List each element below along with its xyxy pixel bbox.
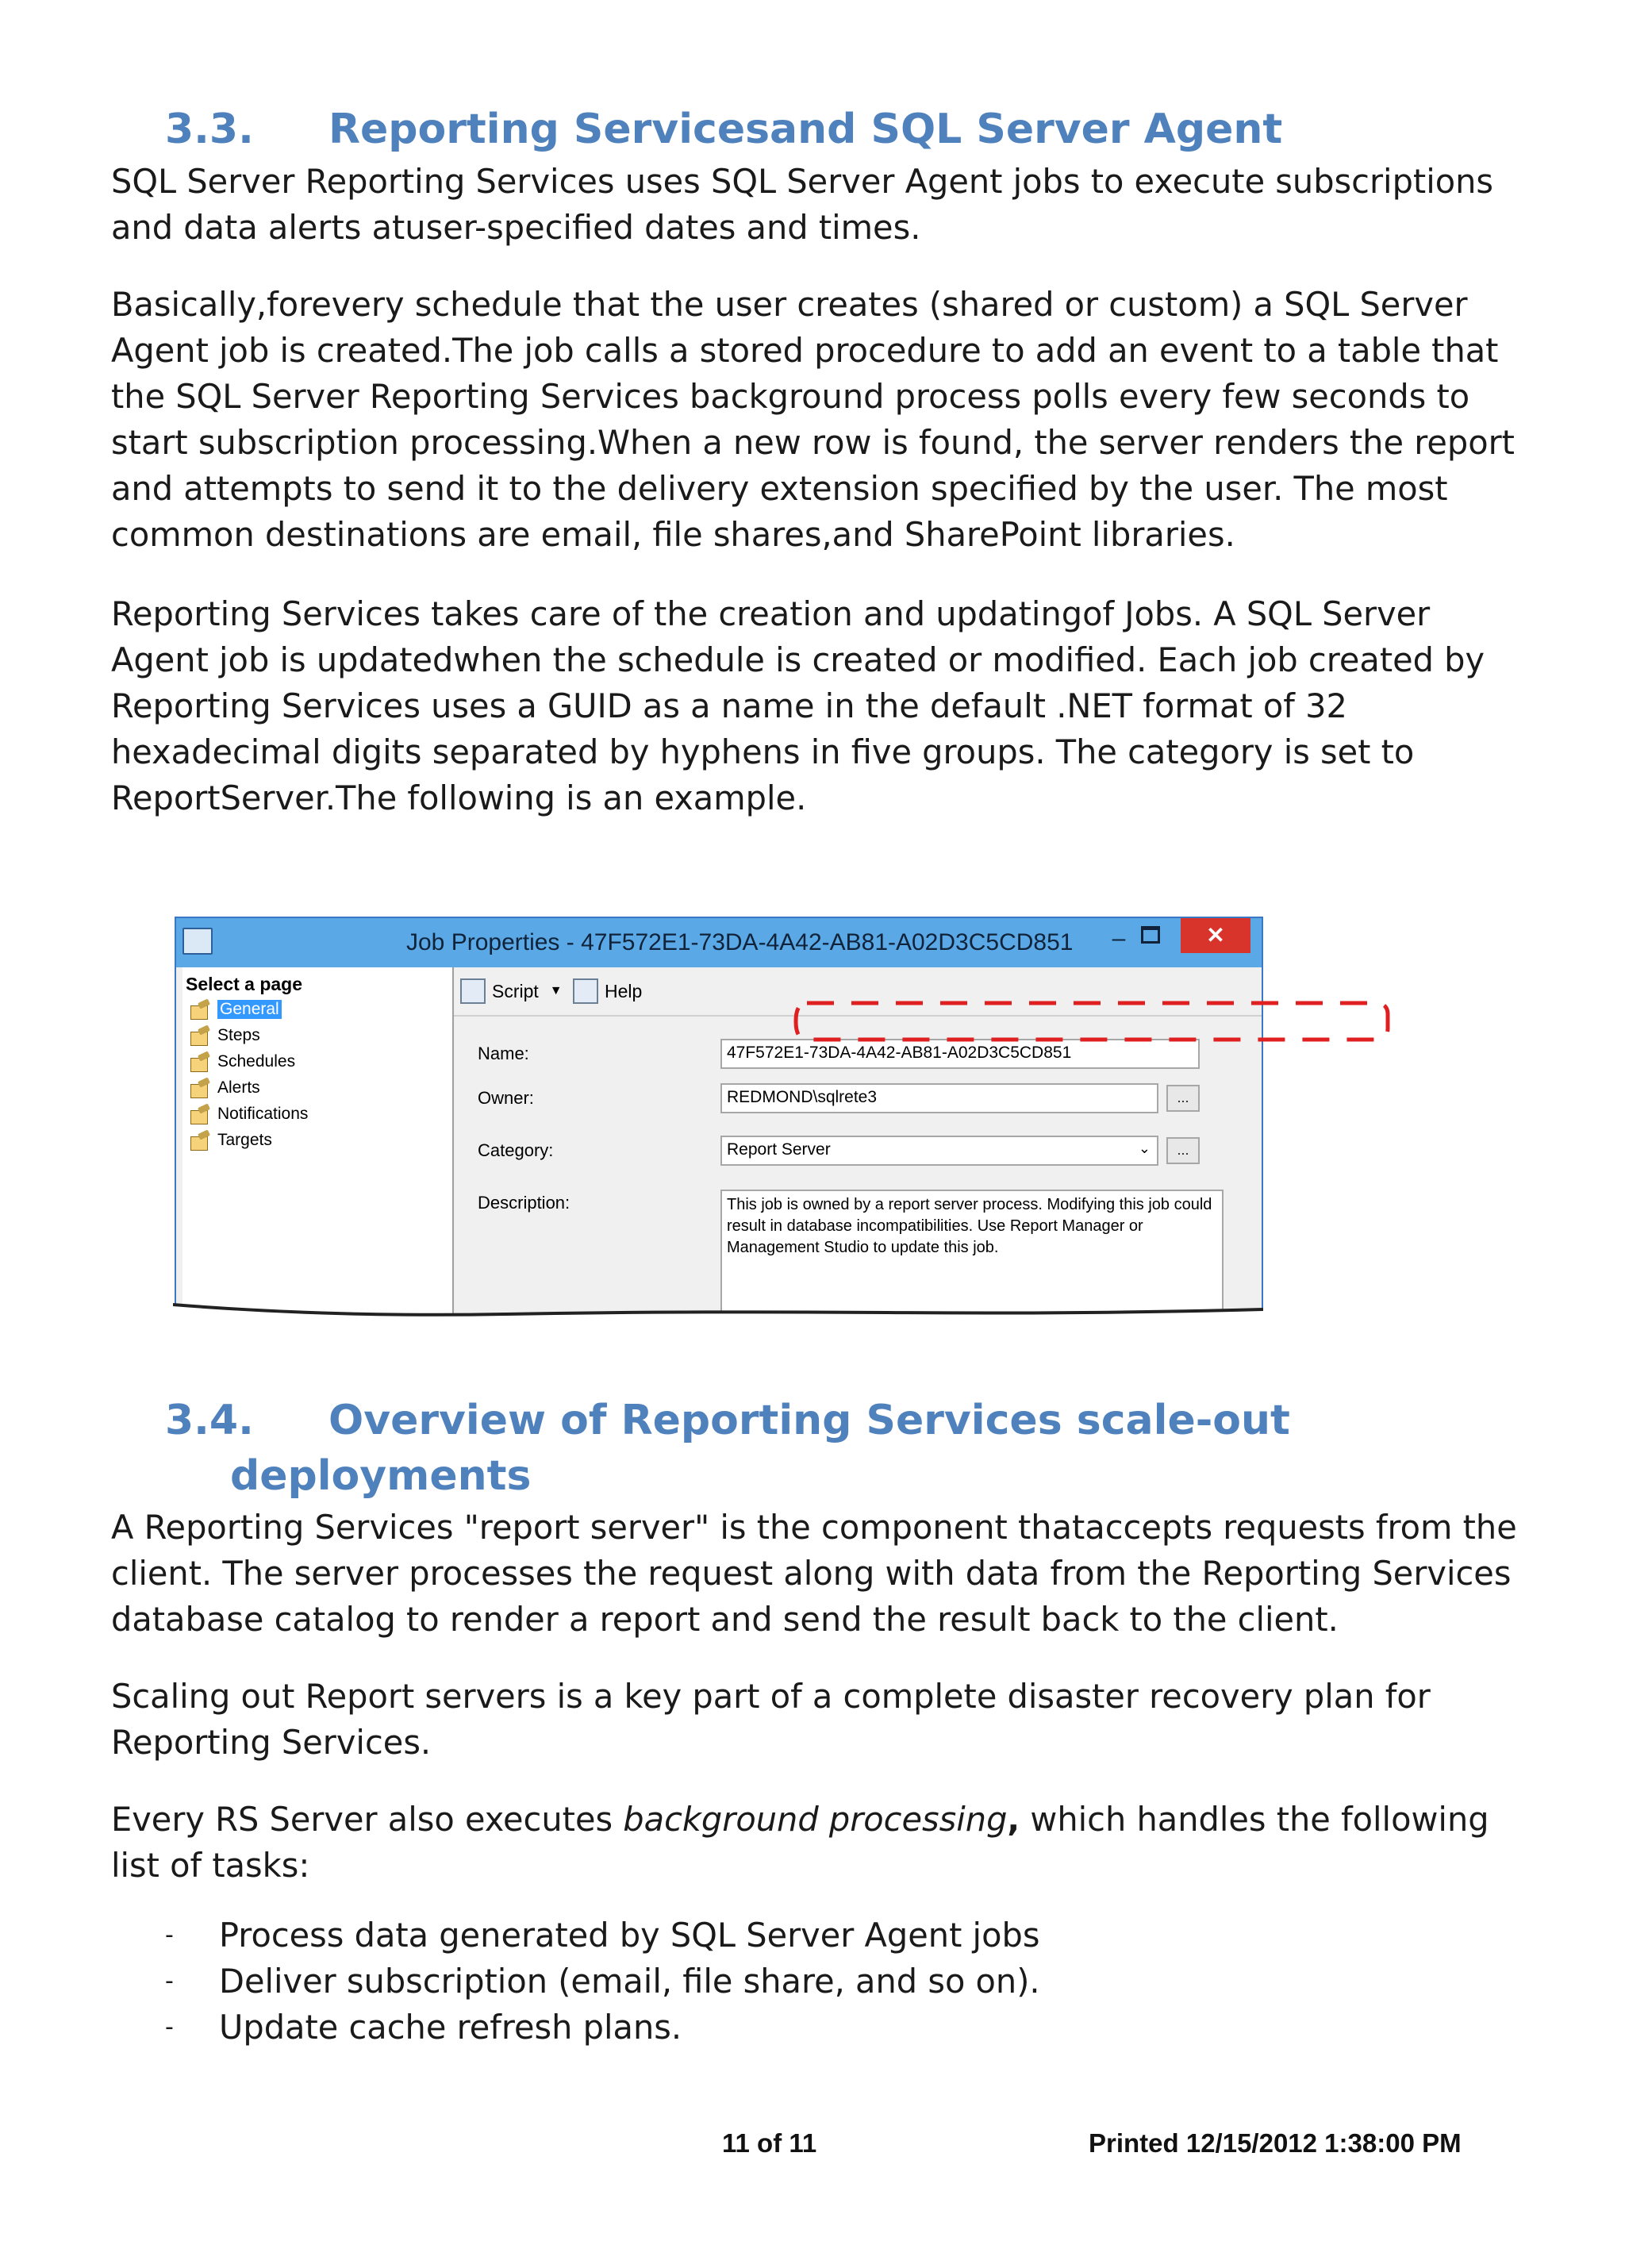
help-icon: [573, 978, 598, 1004]
window-title: Job Properties - 47F572E1-73DA-4A42-AB81-A02D3C5CD851: [406, 929, 1074, 955]
page-item-notifications[interactable]: Notifications: [189, 1104, 308, 1124]
dash-bullet: -: [165, 2013, 174, 2041]
chevron-down-icon: ⌄: [1138, 1140, 1151, 1156]
printed-timestamp: Printed 12/15/2012 1:38:00 PM: [1089, 2128, 1462, 2158]
list-item: - Deliver subscription (email, file share, and so on).: [111, 1959, 1460, 2005]
paragraph: Basically,forevery schedule that the user creates (shared or custom) a SQL Server Agent job is created.The job calls a stored procedure to add an event to a table that the SQL Server Reporting Services background process polls every few seconds to start subscription processing.When a new row is found, the server renders the report and attempts to send it to the delivery extension specified by the user. The most common destinations are email, file shares,and SharePoint libraries.: [111, 285, 1515, 554]
page-number: 11 of 11: [722, 2128, 817, 2158]
paragraph: SQL Server Reporting Services uses SQL Server Agent jobs to execute subscriptions and data alerts atuser-specified dates and times.: [111, 162, 1494, 247]
page-item-steps[interactable]: Steps: [189, 1025, 260, 1046]
script-button[interactable]: Script ▼: [460, 978, 563, 1004]
owner-browse-button[interactable]: ...: [1166, 1085, 1200, 1112]
wrench-icon: [189, 1025, 211, 1046]
minimize-icon[interactable]: –: [1112, 925, 1126, 951]
page-item-general[interactable]: General: [189, 999, 282, 1020]
section-3-3-heading: [165, 102, 1514, 157]
page-item-targets[interactable]: Targets: [189, 1130, 272, 1151]
page-item-schedules[interactable]: Schedules: [189, 1051, 295, 1072]
owner-label: Owner:: [478, 1088, 534, 1108]
italic-term: background processing: [623, 1800, 1008, 1839]
wrench-icon: [189, 1130, 211, 1151]
wrench-icon: [189, 1051, 211, 1072]
dash-bullet: -: [165, 1921, 174, 1949]
name-field[interactable]: 47F572E1-73DA-4A42-AB81-A02D3C5CD851: [720, 1039, 1200, 1069]
wrench-icon: [189, 1104, 211, 1124]
paragraph: Scaling out Report servers is a key part of a complete disaster recovery plan for Reporting Services.: [111, 1677, 1431, 1762]
list-item: - Process data generated by SQL Server Agent jobs: [111, 1912, 1460, 1959]
select-page-label: Select a page: [186, 974, 303, 994]
help-button[interactable]: Help: [573, 978, 642, 1004]
section-number: 3.3.: [165, 106, 254, 153]
section-number: 3.4.: [165, 1397, 254, 1444]
section-title-continued: deployments: [230, 1452, 532, 1500]
paragraph: Reporting Services takes care of the creation and updatingof Jobs. A SQL Server Agent job is updatedwhen the schedule is created or modified. Each job created by Reporting Services uses a GUID as a name in the default .NET format of 32 hexadecimal digits separated by hyphens in five groups. The category is set to ReportServer.The following is an example.: [111, 594, 1485, 817]
maximize-icon[interactable]: [1141, 926, 1160, 944]
task-list: [111, 1912, 1460, 2051]
wrench-icon: [189, 999, 211, 1020]
paragraph: Every RS Server also executes background processing, which handles the following list of tasks:: [111, 1800, 1489, 1885]
category-select[interactable]: Report Server ⌄: [720, 1136, 1158, 1166]
section-3-4-heading: [165, 1393, 1514, 1504]
highlight-outline: [789, 998, 1393, 1044]
description-label: Description:: [478, 1193, 570, 1213]
window-title-bar: [176, 918, 1262, 967]
paragraph: A Reporting Services "report server" is the component thataccepts requests from the client. The server processes the request along with data from the Reporting Services database catalog to render a report and send the result back to the client.: [111, 1508, 1517, 1639]
torn-edge: [173, 1301, 1263, 1341]
job-properties-screenshot: [175, 917, 1263, 1319]
dash-bullet: -: [165, 1967, 174, 1995]
category-browse-button[interactable]: ...: [1166, 1137, 1200, 1164]
description-field[interactable]: This job is owned by a report server process. Modifying this job could result in database incompatibilities. Use Report Manager or Management Studio to update this job.: [720, 1190, 1224, 1319]
app-icon: [182, 928, 213, 955]
category-label: Category:: [478, 1140, 554, 1160]
section-title: Overview of Reporting Services scale-out: [328, 1397, 1290, 1444]
wrench-icon: [189, 1078, 211, 1098]
select-page-pane: [182, 967, 454, 1317]
list-item: - Update cache refresh plans.: [111, 2005, 1460, 2051]
section-title: Reporting Servicesand SQL Server Agent: [328, 106, 1283, 153]
owner-field[interactable]: REDMOND\sqlrete3: [720, 1083, 1158, 1113]
page-item-alerts[interactable]: Alerts: [189, 1078, 260, 1098]
close-icon[interactable]: ✕: [1181, 918, 1250, 953]
chevron-down-icon[interactable]: ▼: [549, 984, 563, 998]
script-icon: [460, 978, 486, 1004]
name-label: Name:: [478, 1044, 529, 1063]
